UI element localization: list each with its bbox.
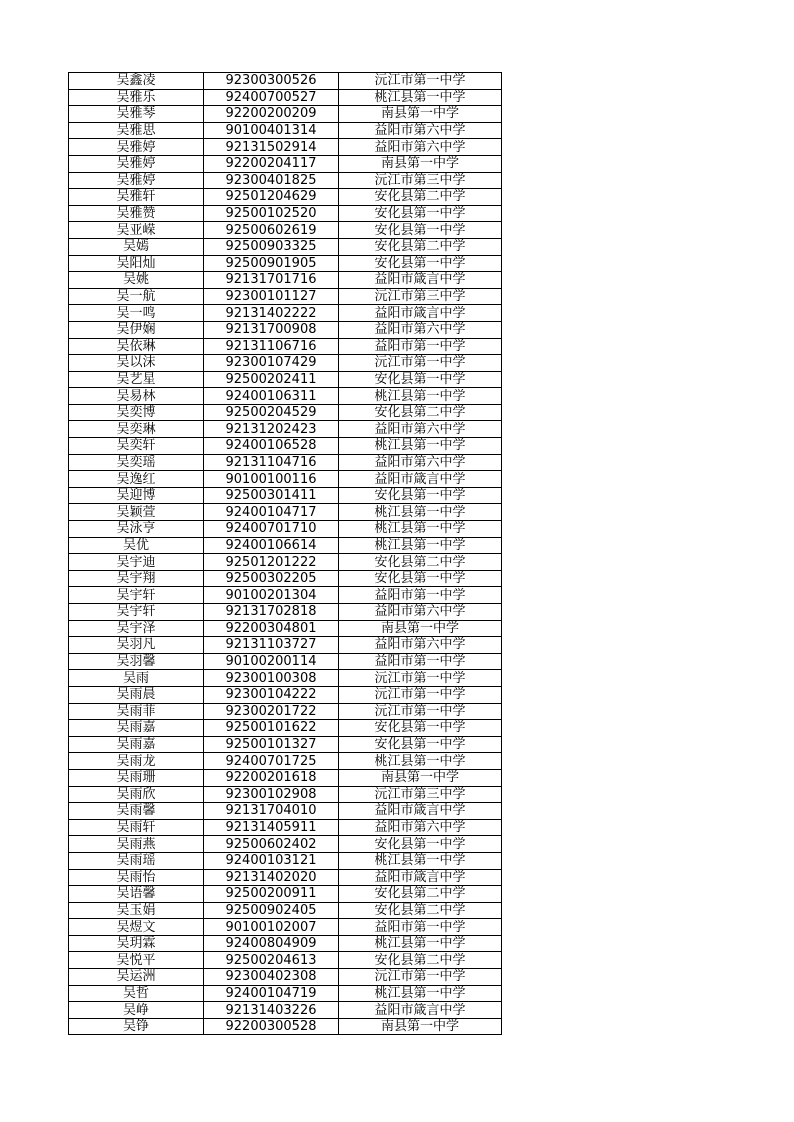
school-cell: 益阳市第六中学 — [339, 454, 502, 471]
student-name-cell: 吴雨怡 — [69, 869, 204, 886]
student-name-cell: 吴鑫凌 — [69, 73, 204, 90]
exam-id-cell: 92400804909 — [204, 935, 339, 952]
student-name-cell: 吴宇轩 — [69, 587, 204, 604]
student-name-cell: 吴雨欣 — [69, 786, 204, 803]
exam-id-cell: 92131704010 — [204, 803, 339, 820]
exam-id-cell: 92200204117 — [204, 155, 339, 172]
exam-id-cell: 92500301411 — [204, 487, 339, 504]
exam-id-cell: 90100201304 — [204, 587, 339, 604]
exam-id-cell: 92131701716 — [204, 272, 339, 289]
student-name-cell: 吴艺星 — [69, 371, 204, 388]
school-cell: 安化县第二中学 — [339, 902, 502, 919]
school-cell: 益阳市第一中学 — [339, 919, 502, 936]
school-cell: 安化县第一中学 — [339, 487, 502, 504]
exam-id-cell: 92300201722 — [204, 703, 339, 720]
roster-body — [69, 73, 502, 1035]
table-row — [69, 504, 502, 521]
exam-id-cell: 92300401825 — [204, 172, 339, 189]
school-cell: 沅江市第一中学 — [339, 355, 502, 372]
table-row — [69, 321, 502, 338]
exam-id-cell: 92500903325 — [204, 238, 339, 255]
school-cell: 益阳市箴言中学 — [339, 305, 502, 322]
school-cell: 沅江市第一中学 — [339, 73, 502, 90]
exam-id-cell: 92500602619 — [204, 222, 339, 239]
table-row — [69, 438, 502, 455]
exam-id-cell: 92400700527 — [204, 89, 339, 106]
school-cell: 安化县第一中学 — [339, 255, 502, 272]
table-row — [69, 902, 502, 919]
table-row — [69, 836, 502, 853]
table-row — [69, 803, 502, 820]
school-cell: 安化县第二中学 — [339, 404, 502, 421]
school-cell: 沅江市第三中学 — [339, 172, 502, 189]
student-name-cell: 吴雨菲 — [69, 703, 204, 720]
student-name-cell: 吴雅婷 — [69, 139, 204, 156]
school-cell: 安化县第二中学 — [339, 886, 502, 903]
student-name-cell: 吴运洲 — [69, 969, 204, 986]
table-row — [69, 952, 502, 969]
table-row — [69, 106, 502, 123]
table-row — [69, 686, 502, 703]
school-cell: 安化县第一中学 — [339, 836, 502, 853]
school-cell: 益阳市第六中学 — [339, 421, 502, 438]
exam-id-cell: 92200304801 — [204, 620, 339, 637]
table-row — [69, 886, 502, 903]
exam-id-cell: 92131202423 — [204, 421, 339, 438]
exam-id-cell: 92500204529 — [204, 404, 339, 421]
table-row — [69, 935, 502, 952]
school-cell: 安化县第一中学 — [339, 205, 502, 222]
school-cell: 南县第一中学 — [339, 769, 502, 786]
school-cell: 桃江县第一中学 — [339, 985, 502, 1002]
student-name-cell: 吴宇翔 — [69, 570, 204, 587]
exam-id-cell: 92501204629 — [204, 189, 339, 206]
exam-id-cell: 92200300528 — [204, 1018, 339, 1035]
student-name-cell: 吴宇泽 — [69, 620, 204, 637]
table-row — [69, 819, 502, 836]
exam-id-cell: 92400103121 — [204, 852, 339, 869]
exam-id-cell: 92131702818 — [204, 604, 339, 621]
school-cell: 桃江县第一中学 — [339, 521, 502, 538]
school-cell: 益阳市箴言中学 — [339, 1002, 502, 1019]
student-name-cell: 吴一鸣 — [69, 305, 204, 322]
table-row — [69, 769, 502, 786]
exam-id-cell: 92500204613 — [204, 952, 339, 969]
student-name-cell: 吴雅思 — [69, 122, 204, 139]
school-cell: 沅江市第一中学 — [339, 686, 502, 703]
table-row — [69, 139, 502, 156]
school-cell: 桃江县第一中学 — [339, 89, 502, 106]
school-cell: 安化县第一中学 — [339, 736, 502, 753]
exam-id-cell: 92400701710 — [204, 521, 339, 538]
exam-id-cell: 92500101622 — [204, 720, 339, 737]
school-cell: 安化县第二中学 — [339, 189, 502, 206]
student-name-cell: 吴奕轩 — [69, 438, 204, 455]
table-row — [69, 587, 502, 604]
table-row — [69, 272, 502, 289]
exam-id-cell: 90100401314 — [204, 122, 339, 139]
exam-id-cell: 90100100116 — [204, 471, 339, 488]
exam-id-cell: 92300100308 — [204, 670, 339, 687]
school-cell: 桃江县第一中学 — [339, 753, 502, 770]
table-row — [69, 421, 502, 438]
school-cell: 安化县第二中学 — [339, 952, 502, 969]
table-row — [69, 122, 502, 139]
student-name-cell: 吴雨珊 — [69, 769, 204, 786]
table-row — [69, 205, 502, 222]
exam-id-cell: 92131103727 — [204, 637, 339, 654]
exam-id-cell: 92200200209 — [204, 106, 339, 123]
exam-id-cell: 92300101127 — [204, 288, 339, 305]
student-name-cell: 吴雅婷 — [69, 155, 204, 172]
table-row — [69, 189, 502, 206]
student-name-cell: 吴雨嘉 — [69, 736, 204, 753]
exam-id-cell: 92300104222 — [204, 686, 339, 703]
exam-id-cell: 92500302205 — [204, 570, 339, 587]
school-cell: 安化县第一中学 — [339, 371, 502, 388]
school-cell: 益阳市第一中学 — [339, 653, 502, 670]
exam-id-cell: 90100200114 — [204, 653, 339, 670]
exam-id-cell: 92400104719 — [204, 985, 339, 1002]
school-cell: 南县第一中学 — [339, 155, 502, 172]
student-name-cell: 吴羽馨 — [69, 653, 204, 670]
student-name-cell: 吴哲 — [69, 985, 204, 1002]
table-row — [69, 487, 502, 504]
school-cell: 益阳市第六中学 — [339, 122, 502, 139]
table-row — [69, 73, 502, 90]
exam-id-cell: 92131502914 — [204, 139, 339, 156]
student-name-cell: 吴雨燕 — [69, 836, 204, 853]
table-row — [69, 703, 502, 720]
school-cell: 安化县第二中学 — [339, 554, 502, 571]
table-row — [69, 653, 502, 670]
student-name-cell: 吴一航 — [69, 288, 204, 305]
table-row — [69, 604, 502, 621]
exam-id-cell: 92131700908 — [204, 321, 339, 338]
school-cell: 桃江县第一中学 — [339, 537, 502, 554]
school-cell: 益阳市箴言中学 — [339, 803, 502, 820]
table-row — [69, 89, 502, 106]
table-row — [69, 454, 502, 471]
school-cell: 益阳市箴言中学 — [339, 869, 502, 886]
table-row — [69, 338, 502, 355]
school-cell: 沅江市第一中学 — [339, 703, 502, 720]
student-name-cell: 吴雨 — [69, 670, 204, 687]
student-name-cell: 吴雨嘉 — [69, 720, 204, 737]
student-name-cell: 吴颖萱 — [69, 504, 204, 521]
exam-id-cell: 92500200911 — [204, 886, 339, 903]
exam-id-cell: 92131405911 — [204, 819, 339, 836]
table-row — [69, 720, 502, 737]
table-row — [69, 305, 502, 322]
student-name-cell: 吴易林 — [69, 388, 204, 405]
student-name-cell: 吴语馨 — [69, 886, 204, 903]
exam-id-cell: 92300107429 — [204, 355, 339, 372]
school-cell: 益阳市箴言中学 — [339, 471, 502, 488]
table-row — [69, 753, 502, 770]
student-name-cell: 吴依琳 — [69, 338, 204, 355]
exam-id-cell: 92131104716 — [204, 454, 339, 471]
student-name-cell: 吴雨瑶 — [69, 852, 204, 869]
student-name-cell: 吴煜文 — [69, 919, 204, 936]
school-cell: 益阳市第六中学 — [339, 321, 502, 338]
school-cell: 桃江县第一中学 — [339, 852, 502, 869]
school-cell: 南县第一中学 — [339, 1018, 502, 1035]
student-roster-table — [68, 72, 502, 1035]
table-row — [69, 238, 502, 255]
school-cell: 益阳市第一中学 — [339, 338, 502, 355]
exam-id-cell: 92300402308 — [204, 969, 339, 986]
table-row — [69, 288, 502, 305]
school-cell: 桃江县第一中学 — [339, 388, 502, 405]
table-row — [69, 521, 502, 538]
student-name-cell: 吴优 — [69, 537, 204, 554]
student-name-cell: 吴峥 — [69, 1002, 204, 1019]
table-row — [69, 1018, 502, 1035]
table-row — [69, 355, 502, 372]
school-cell: 益阳市第一中学 — [339, 587, 502, 604]
table-row — [69, 471, 502, 488]
table-row — [69, 172, 502, 189]
table-row — [69, 570, 502, 587]
school-cell: 益阳市第六中学 — [339, 139, 502, 156]
school-cell: 沅江市第三中学 — [339, 288, 502, 305]
exam-id-cell: 90100102007 — [204, 919, 339, 936]
table-row — [69, 985, 502, 1002]
table-row — [69, 155, 502, 172]
school-cell: 益阳市第六中学 — [339, 604, 502, 621]
table-row — [69, 371, 502, 388]
student-name-cell: 吴宇轩 — [69, 604, 204, 621]
student-name-cell: 吴玥霖 — [69, 935, 204, 952]
school-cell: 益阳市第六中学 — [339, 637, 502, 654]
student-name-cell: 吴雅赞 — [69, 205, 204, 222]
table-row — [69, 404, 502, 421]
table-row — [69, 869, 502, 886]
table-row — [69, 1002, 502, 1019]
student-name-cell: 吴阳灿 — [69, 255, 204, 272]
exam-id-cell: 92131403226 — [204, 1002, 339, 1019]
school-cell: 南县第一中学 — [339, 106, 502, 123]
exam-id-cell: 92500901905 — [204, 255, 339, 272]
student-name-cell: 吴以沫 — [69, 355, 204, 372]
student-name-cell: 吴玉娟 — [69, 902, 204, 919]
exam-id-cell: 92500202411 — [204, 371, 339, 388]
exam-id-cell: 92131106716 — [204, 338, 339, 355]
student-name-cell: 吴雅乐 — [69, 89, 204, 106]
student-name-cell: 吴铮 — [69, 1018, 204, 1035]
student-name-cell: 吴奕琳 — [69, 421, 204, 438]
table-row — [69, 852, 502, 869]
school-cell: 桃江县第一中学 — [339, 504, 502, 521]
exam-id-cell: 92131402222 — [204, 305, 339, 322]
school-cell: 益阳市箴言中学 — [339, 272, 502, 289]
table-row — [69, 637, 502, 654]
student-name-cell: 吴宇迪 — [69, 554, 204, 571]
table-row — [69, 537, 502, 554]
student-name-cell: 吴奕瑶 — [69, 454, 204, 471]
exam-id-cell: 92400701725 — [204, 753, 339, 770]
table-row — [69, 222, 502, 239]
school-cell: 桃江县第一中学 — [339, 935, 502, 952]
exam-id-cell: 92131402020 — [204, 869, 339, 886]
exam-id-cell: 92500902405 — [204, 902, 339, 919]
table-row — [69, 736, 502, 753]
student-name-cell: 吴雨馨 — [69, 803, 204, 820]
school-cell: 安化县第一中学 — [339, 222, 502, 239]
school-cell: 桃江县第一中学 — [339, 438, 502, 455]
table-row — [69, 670, 502, 687]
school-cell: 沅江市第一中学 — [339, 969, 502, 986]
exam-id-cell: 92500101327 — [204, 736, 339, 753]
school-cell: 南县第一中学 — [339, 620, 502, 637]
exam-id-cell: 92400106528 — [204, 438, 339, 455]
exam-id-cell: 92501201222 — [204, 554, 339, 571]
school-cell: 沅江市第三中学 — [339, 786, 502, 803]
exam-id-cell: 92200201618 — [204, 769, 339, 786]
exam-id-cell: 92400104717 — [204, 504, 339, 521]
student-name-cell: 吴雅琴 — [69, 106, 204, 123]
student-name-cell: 吴姚 — [69, 272, 204, 289]
student-name-cell: 吴嫣 — [69, 238, 204, 255]
table-row — [69, 969, 502, 986]
exam-id-cell: 92400106311 — [204, 388, 339, 405]
student-name-cell: 吴泳亨 — [69, 521, 204, 538]
student-name-cell: 吴悦平 — [69, 952, 204, 969]
table-row — [69, 786, 502, 803]
table-row — [69, 919, 502, 936]
student-name-cell: 吴雅轩 — [69, 189, 204, 206]
exam-id-cell: 92500102520 — [204, 205, 339, 222]
school-cell: 安化县第一中学 — [339, 570, 502, 587]
table-row — [69, 255, 502, 272]
school-cell: 安化县第二中学 — [339, 238, 502, 255]
exam-id-cell: 92300102908 — [204, 786, 339, 803]
table-row — [69, 620, 502, 637]
student-name-cell: 吴雨晨 — [69, 686, 204, 703]
school-cell: 安化县第一中学 — [339, 720, 502, 737]
student-name-cell: 吴雨轩 — [69, 819, 204, 836]
student-name-cell: 吴迎博 — [69, 487, 204, 504]
student-name-cell: 吴雨龙 — [69, 753, 204, 770]
exam-id-cell: 92400106614 — [204, 537, 339, 554]
school-cell: 沅江市第一中学 — [339, 670, 502, 687]
exam-id-cell: 92500602402 — [204, 836, 339, 853]
student-name-cell: 吴雅婷 — [69, 172, 204, 189]
exam-id-cell: 92300300526 — [204, 73, 339, 90]
table-row — [69, 554, 502, 571]
student-name-cell: 吴伊娴 — [69, 321, 204, 338]
student-name-cell: 吴亚嵘 — [69, 222, 204, 239]
table-row — [69, 388, 502, 405]
school-cell: 益阳市第六中学 — [339, 819, 502, 836]
student-name-cell: 吴逸红 — [69, 471, 204, 488]
student-name-cell: 吴奕博 — [69, 404, 204, 421]
student-name-cell: 吴羽凡 — [69, 637, 204, 654]
